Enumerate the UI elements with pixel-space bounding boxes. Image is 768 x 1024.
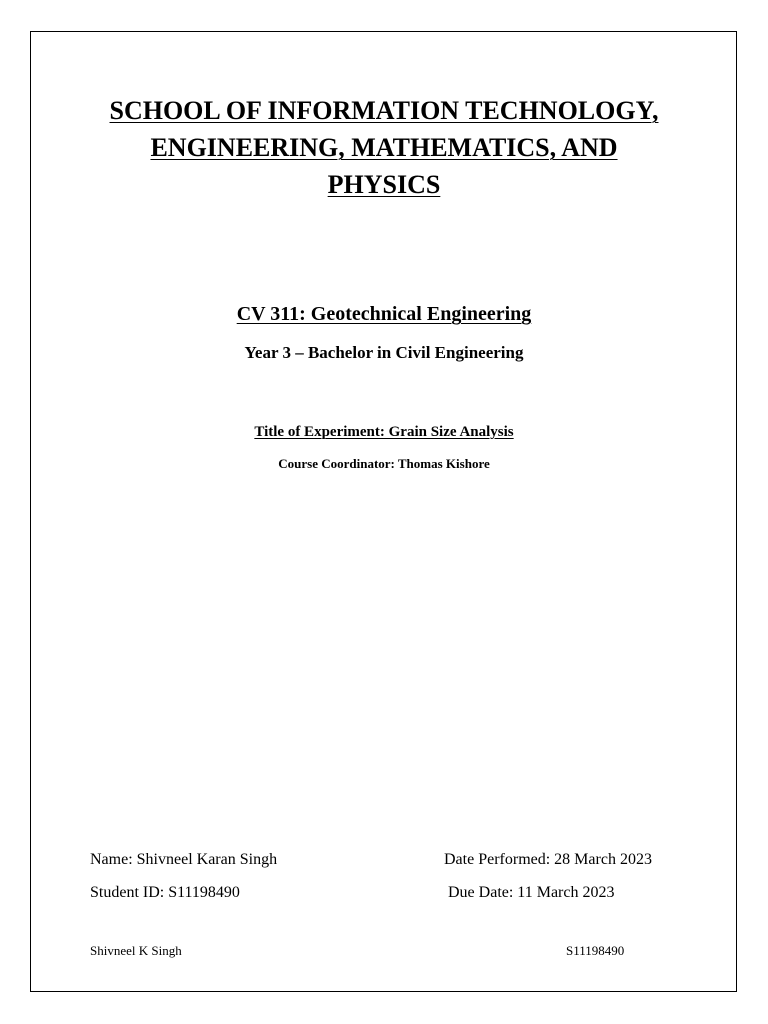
due-date: Due Date: 11 March 2023 — [448, 884, 615, 901]
course-coordinator: Course Coordinator: Thomas Kishore — [278, 456, 490, 471]
school-title — [60, 92, 708, 203]
student-id: Student ID: S11198490 — [90, 884, 240, 901]
school-title-line-3: PHYSICS — [327, 170, 441, 199]
experiment-title: Title of Experiment: Grain Size Analysis — [254, 424, 514, 440]
program-subtitle: Year 3 – Bachelor in Civil Engineering — [244, 343, 524, 362]
date-performed: Date Performed: 28 March 2023 — [444, 851, 652, 868]
footer-author: Shivneel K Singh — [90, 943, 182, 958]
school-title-line-1: SCHOOL OF INFORMATION TECHNOLOGY, — [109, 96, 659, 125]
school-title-line-2: ENGINEERING, MATHEMATICS, AND — [150, 133, 618, 162]
student-name: Name: Shivneel Karan Singh — [90, 851, 278, 868]
course-title: CV 311: Geotechnical Engineering — [236, 303, 532, 325]
footer-student-id: S11198490 — [566, 943, 625, 958]
